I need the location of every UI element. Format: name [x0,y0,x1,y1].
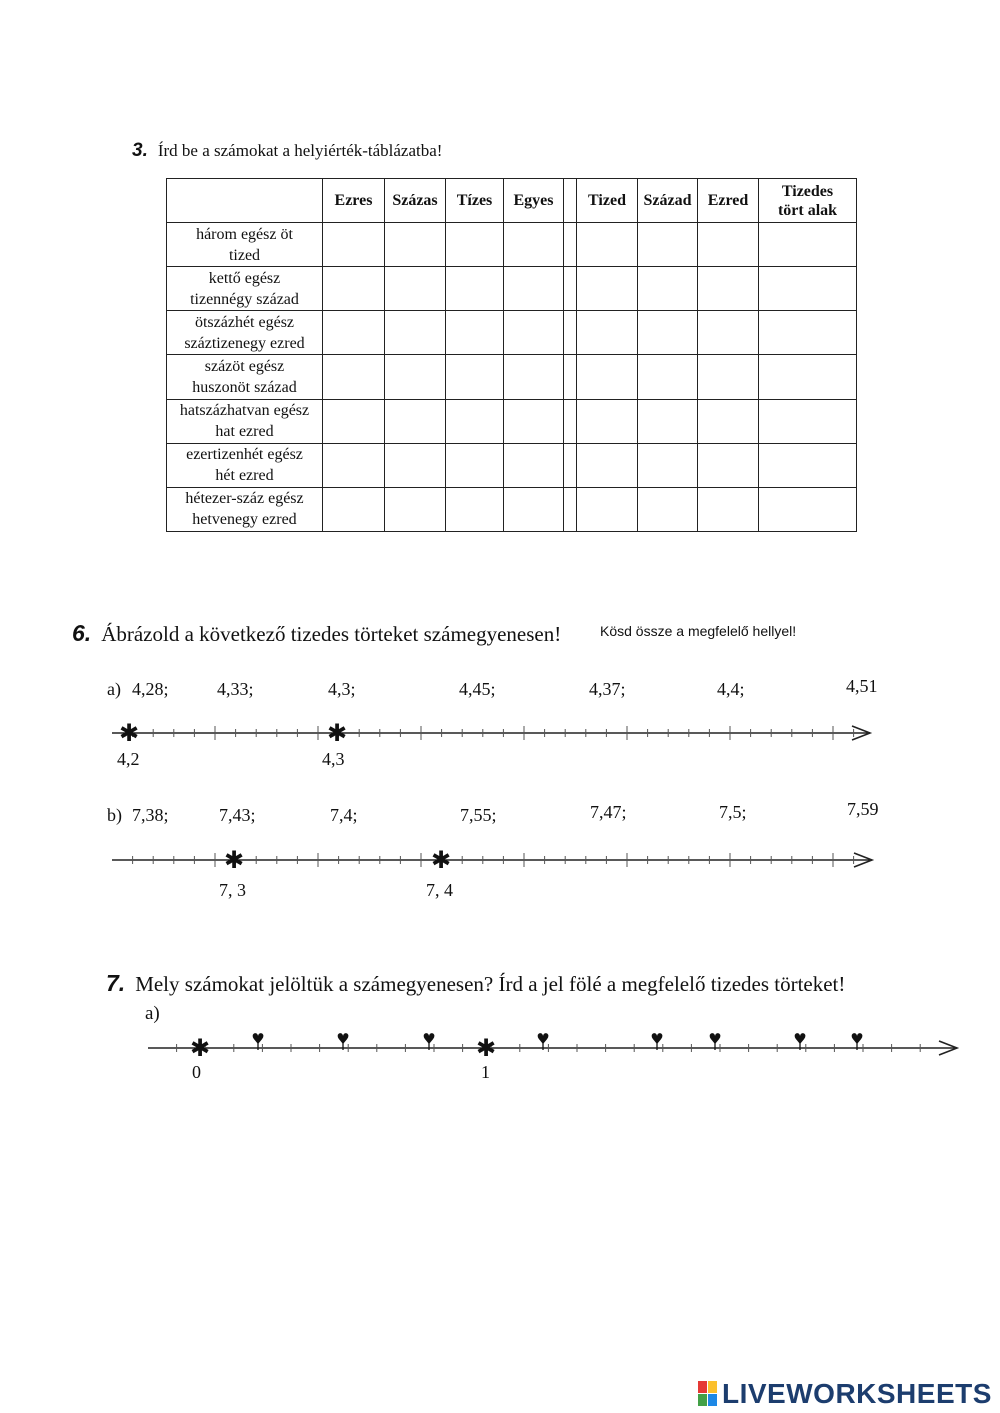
ex6b-mark-label-1: 7, 3 [219,880,246,900]
row-label-line: hét ezred [215,467,274,485]
star-mark: ✱ [118,719,140,747]
ex6a-number-2: 4,33; [217,679,254,699]
header-tizedes-line1: Tizedes [781,182,834,200]
ex6a-number-4: 4,45; [459,679,496,699]
exercise-7-number: 7. [106,970,126,996]
ex6a-number-6: 4,4; [717,679,745,699]
row-label-line: hat ezred [215,423,274,441]
footer-brand: LIVEWORKSHEETS [722,1378,992,1409]
logo-square-1 [698,1381,707,1393]
exercise-6-instruction: Ábrázold a következő tizedes törteket számegyenesen! [101,622,562,646]
ex6a-number-3: 4,3; [328,679,356,699]
exercise-3-number: 3. [132,140,148,161]
row-label-line: ötszázhét egész [194,313,295,331]
row-label-line: hatszázhatvan egész [179,402,310,420]
row-label-line: kettő egész [208,269,281,287]
liveworksheets-logo [698,1381,718,1407]
number-line-7 [148,1030,957,1062]
header-egyes: Egyes [504,179,564,223]
row-label-line: tized [228,246,261,264]
ex6b-number-6: 7,5; [719,802,747,822]
ex6b-number-4: 7,55; [460,805,497,825]
number-line-a [112,719,870,747]
exercise-6-number: 6. [72,620,92,646]
ex6b-number-1: 7,38; [132,805,169,825]
heart-mark: ♥ [251,1030,265,1048]
row-label-line: ezertizenhét egész [186,446,303,464]
header-tizes: Tízes [446,179,504,223]
row-label-line: tizennégy század [190,290,299,308]
ex6b-mark-label-2: 7, 4 [426,880,453,900]
ex6b-number-2: 7,43; [219,805,256,825]
star-mark: ✱ [475,1034,497,1062]
exercise-7-instruction: Mely számokat jelöltük a számegyenesen? Írd a jel fölé a megfelelő tizedes törteket! [135,972,846,996]
heart-mark: ♥ [650,1030,664,1048]
star-mark: ✱ [189,1034,211,1062]
row-label-line: három egész öt [196,225,293,243]
header-szazad: Század [638,179,698,223]
ex6b-number-3: 7,4; [330,805,358,825]
heart-mark: ♥ [850,1030,864,1048]
exercise-7-sub: a) [145,1003,160,1024]
header-szazas: Százas [385,179,446,223]
star-mark: ✱ [223,846,245,874]
ex6a-number-5: 4,37; [589,679,626,699]
ex6b-prefix: b) [107,805,122,825]
heart-mark: ♥ [793,1030,807,1048]
header-ezred: Ezred [698,179,759,223]
ex7-mark-label-1: 1 [481,1062,490,1082]
ex6a-mark-label-2: 4,3 [322,749,345,769]
row-label-line: százöt egész [204,357,285,375]
heart-mark: ♥ [422,1030,436,1048]
header-tizedes-line2: tört alak [777,201,838,219]
heart-mark: ♥ [708,1030,722,1048]
logo-square-3 [698,1394,707,1406]
ex6a-number-7: 4,51 [846,676,878,696]
exercise-3-instruction: Írd be a számokat a helyiérték-táblázatba! [157,141,443,160]
header-tized: Tized [577,179,638,223]
star-mark: ✱ [326,719,348,747]
ex6b-number-5: 7,47; [590,802,627,822]
row-label-line: száztizenegy ezred [184,334,305,352]
exercise-7-title [106,970,845,997]
ex6b-number-7: 7,59 [847,799,879,819]
row-label-line: huszonöt század [192,378,297,396]
logo-square-4 [708,1394,717,1406]
number-line-b [112,846,872,874]
row-label-line: hetvenegy ezred [192,511,297,529]
ex7-mark-label-0: 0 [192,1062,201,1082]
star-mark: ✱ [430,846,452,874]
ex6a-mark-label-1: 4,2 [117,749,140,769]
heart-mark: ♥ [536,1030,550,1048]
ex6a-number-1: 4,28; [132,679,169,699]
ex6a-prefix: a) [107,679,121,699]
header-ezres: Ezres [323,179,385,223]
row-label-line: hétezer-száz egész [185,490,304,508]
logo-square-2 [708,1381,717,1393]
exercise-6-note: Kösd össze a megfelelő hellyel! [600,623,797,639]
heart-mark: ♥ [336,1030,350,1048]
